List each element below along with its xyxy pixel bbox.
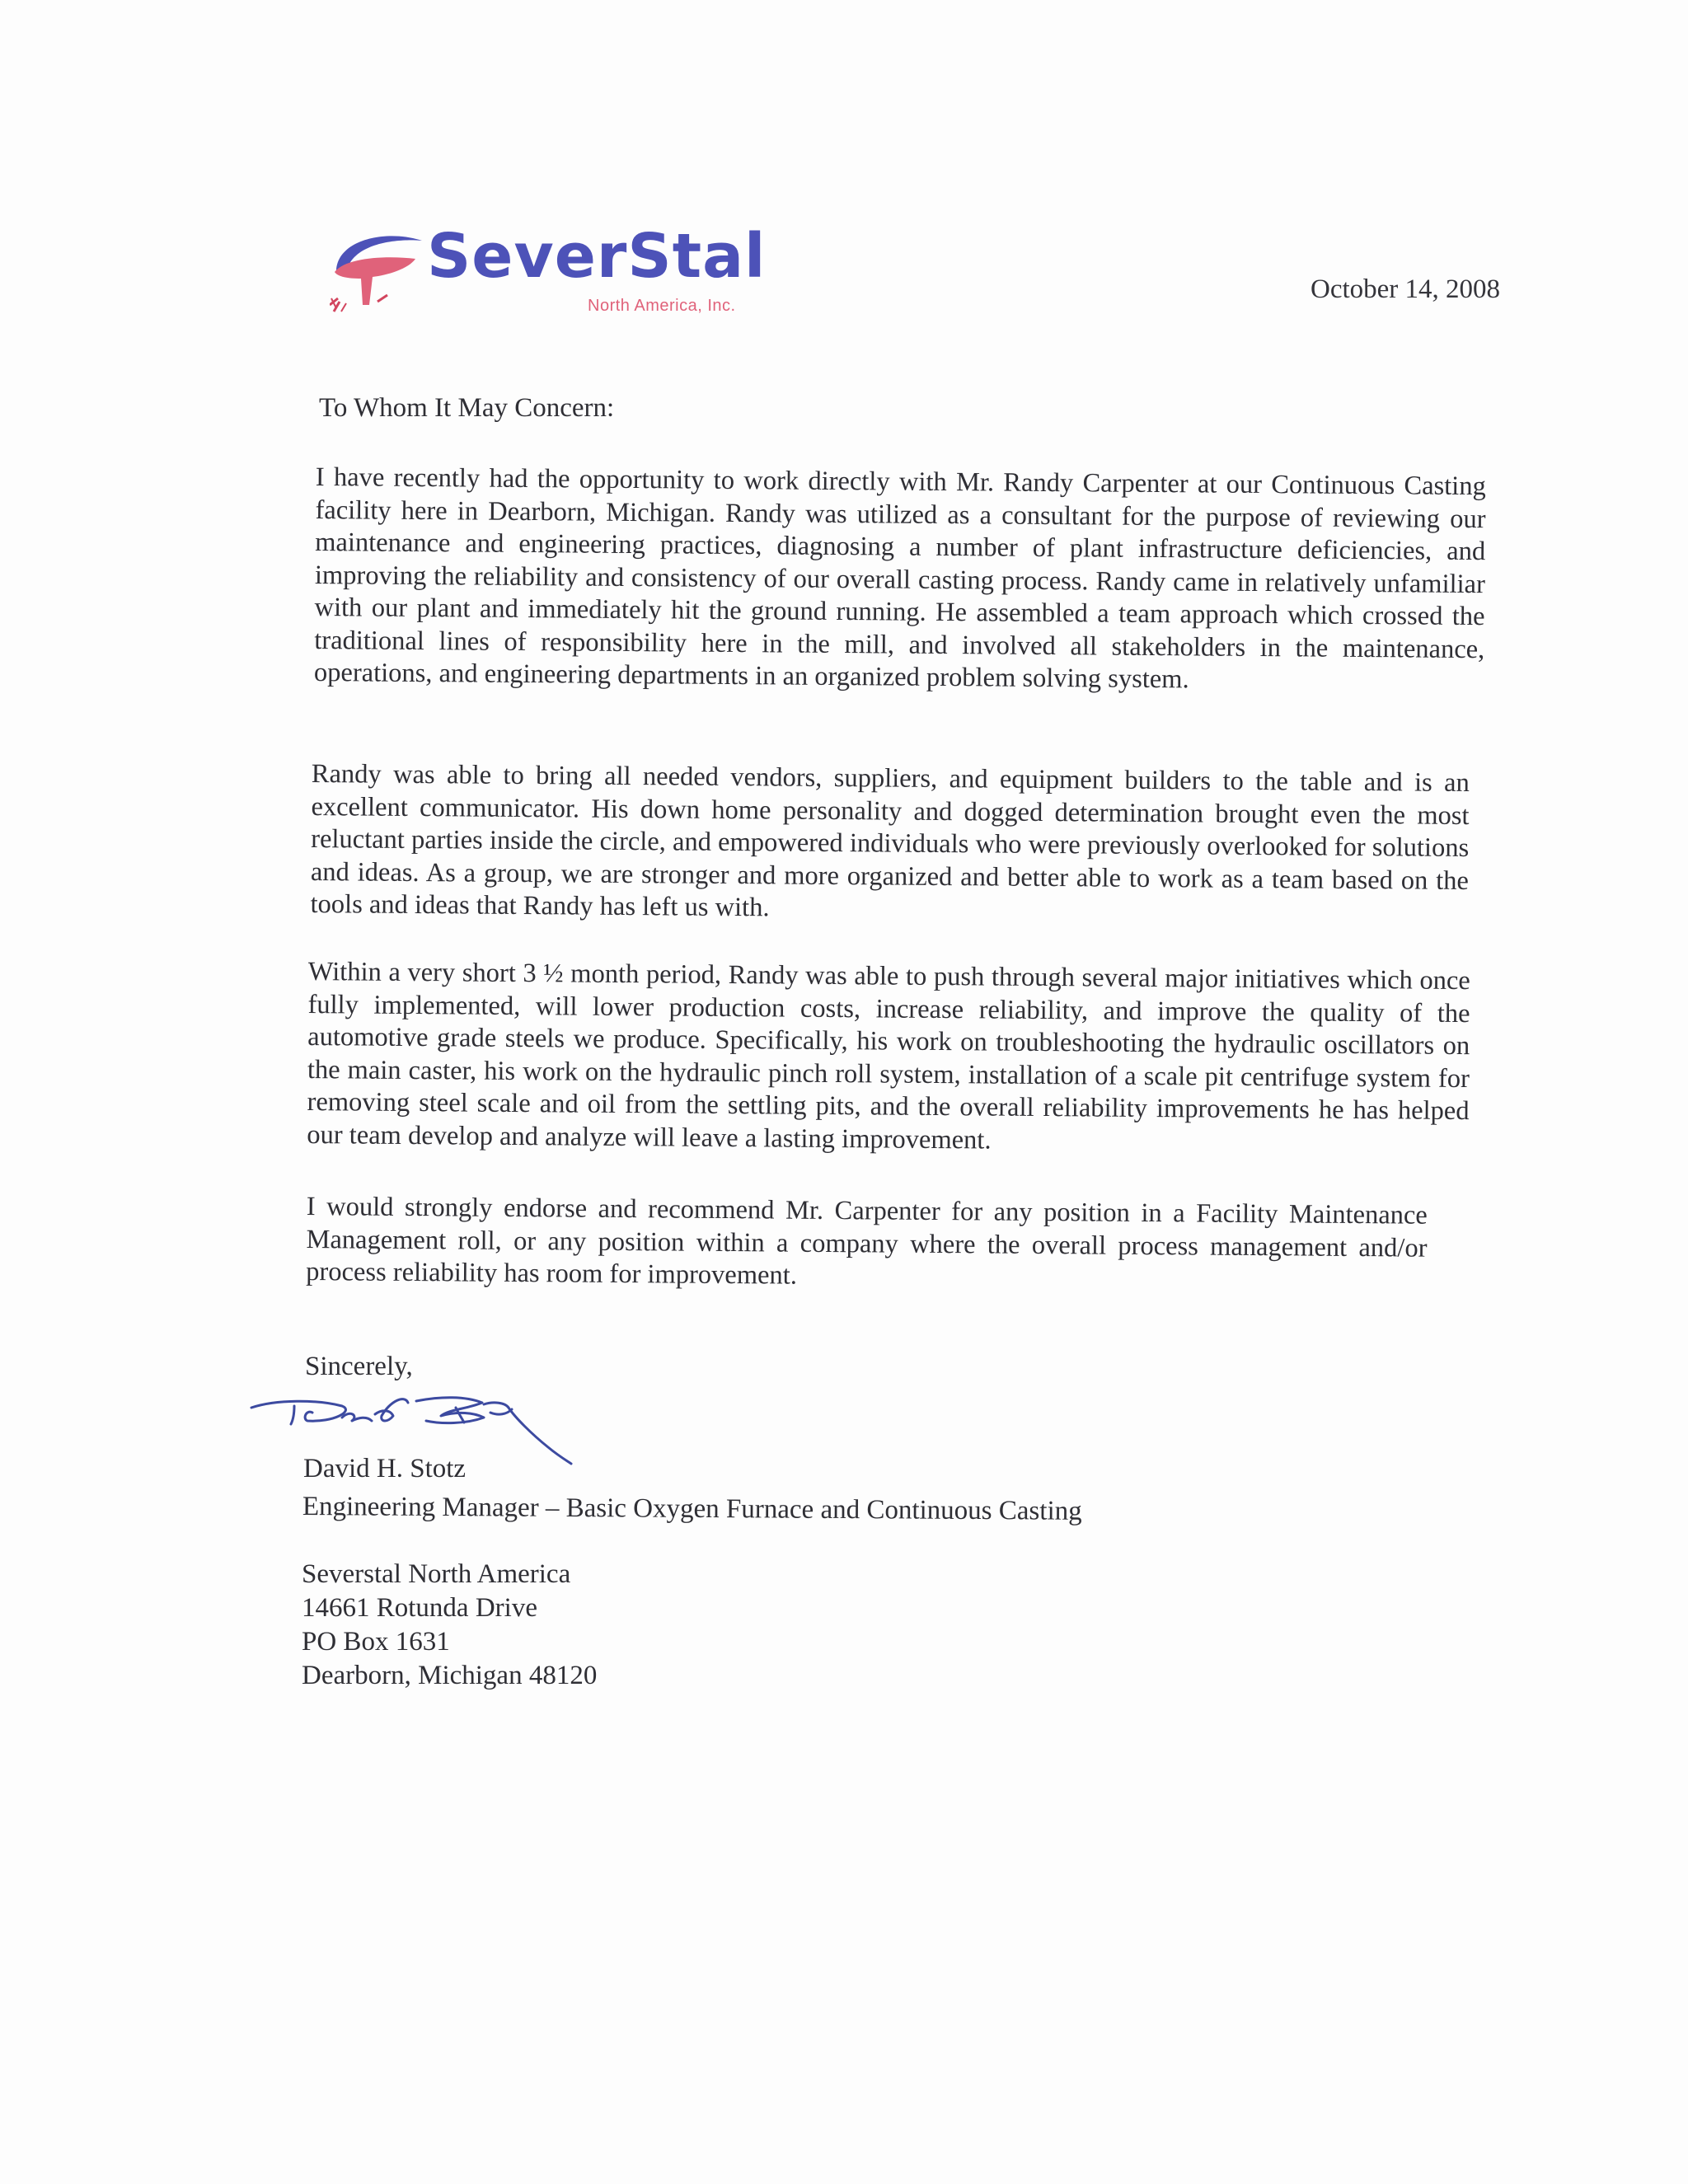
salutation: To Whom It May Concern:: [319, 393, 615, 423]
logo-subtitle: North America, Inc.: [588, 297, 736, 315]
sender-address: [302, 1558, 597, 1693]
body-paragraph: I have recently had the opportunity to work directly with Mr. Randy Carpenter at our Continuous Casting facility here in Dearborn, Michigan. Randy was utilized as a consultant for the purpose of reviewing our maintenance and engineering practices, diagnosing a number of plant infrastructure deficiencies, and improving the reliability and consistency of our overall casting process. Randy came in relatively unfamiliar with our plant and immediately hit the ground running. He assembled a team approach which crossed the traditional lines of responsibility here in the mill, and involved all stakeholders in the maintenance, operations, and engineering departments in an organized problem solving system.: [313, 462, 1486, 695]
address-city: Dearborn, Michigan 48120: [302, 1661, 598, 1690]
signer-title: Engineering Manager – Basic Oxygen Furnace and Continuous Casting: [302, 1492, 1082, 1526]
address-street: 14661 Rotunda Drive: [302, 1593, 537, 1623]
address-company: Severstal North America: [302, 1559, 571, 1589]
body-paragraph: I would strongly endorse and recommend Mr. Carpenter for any position in a Facility Maintenance Management roll, or any position within a company where the overall process management and/or process reliability has room for improvement.: [306, 1192, 1428, 1291]
severstal-emblem-icon: [330, 223, 429, 330]
closing: Sincerely,: [305, 1352, 413, 1381]
body-paragraph: Within a very short 3 ½ month period, Randy was able to push through several major initiatives which once fully implemented, will lower production costs, increase reliability, and improve the quality of the automotive grade steels we produce. Specifically, his work on troubleshooting the hydraulic oscillators on the main caster, his work on the hydraulic pinch roll system, installation of a scale pit centrifuge system for removing steel scale and oil from the settling pits, and the overall reliability improvements he has helped our team develop and analyze will leave a lasting improvement.: [307, 957, 1470, 1155]
address-po-box: PO Box 1631: [302, 1627, 450, 1657]
signer-name: David H. Stotz: [303, 1454, 467, 1483]
letter-date: October 14, 2008: [1311, 274, 1501, 304]
severstal-logo: [330, 223, 791, 330]
logo-wordmark: SeverStal: [427, 221, 767, 292]
body-paragraph: Randy was able to bring all needed vendors, suppliers, and equipment builders to the table and is an excellent communicator. His down home personality and dogged determination brought even the most reluctant parties inside the circle, and empowered individuals who were previously overlooked for solutions and ideas. As a group, we are stronger and more organized and better able to work as a team based on the tools and ideas that Randy has left us with.: [310, 758, 1470, 923]
